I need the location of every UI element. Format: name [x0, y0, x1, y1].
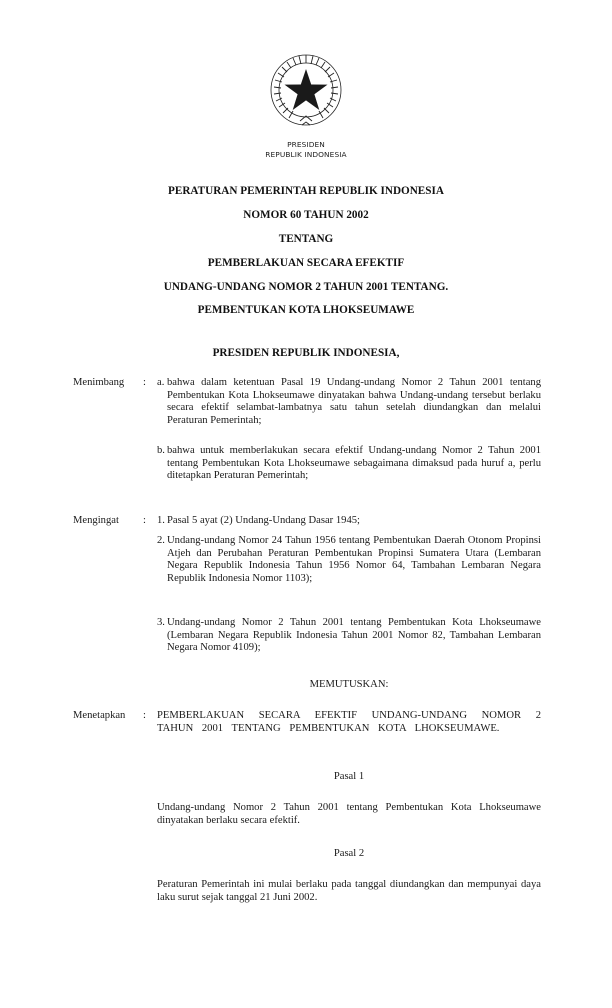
title-tentang: TENTANG [278, 233, 334, 245]
pasal-2-heading: Pasal 2 [333, 848, 365, 859]
menimbang-item-a [157, 377, 541, 427]
item-text: Pasal 5 ayat (2) Undang-Undang Dasar 1945; [167, 515, 360, 526]
item-marker: 1. [157, 515, 165, 526]
memutuskan-heading: MEMUTUSKAN: [309, 679, 389, 690]
item-marker: 2. [157, 535, 165, 546]
menetapkan-label: Menetapkan [73, 710, 126, 721]
mengingat-item-1 [157, 515, 541, 528]
pasal-1-text: Undang-undang Nomor 2 Tahun 2001 tentang Pembentukan Kota Lhokseumawe dinyatakan berlaku secara efektif. [157, 802, 541, 826]
mengingat-colon: : [143, 515, 146, 526]
title-regulation-type: PERATURAN PEMERINTAH REPUBLIK INDONESIA [168, 185, 444, 197]
menimbang-item-b [157, 445, 541, 483]
item-text: bahwa dalam ketentuan Pasal 19 Undang-undang Nomor 2 Tahun 2001 tentang Pembentukan Kota Lhokseumawe dinyatakan bahwa Undang-undang tersebut berlaku secara efektif selambat-lambatnya satu tahun setelah diundangkan dan melalui Peraturan Pemerintah; [167, 377, 541, 426]
menimbang-colon: : [143, 377, 146, 388]
title-subject-3: PEMBENTUKAN KOTA LHOKSEUMAWE [197, 304, 415, 316]
item-marker: 3. [157, 617, 165, 628]
presidential-emblem-icon [266, 50, 346, 138]
issuer-heading: PRESIDEN REPUBLIK INDONESIA, [212, 347, 400, 359]
mengingat-item-2 [157, 535, 541, 585]
pasal-1-heading: Pasal 1 [333, 771, 365, 782]
item-text: Undang-undang Nomor 24 Tahun 1956 tentang Pembentukan Daerah Otonom Propinsi Atjeh dan Perubahan Peraturan Pembentukan Propinsi Sumatera Utara (Lembaran Negara Republik Indonesia Tahun 1956 Nomor 64, Tambahan Lembaran Negara Republik Indonesia Nomor 1103); [167, 535, 541, 584]
mengingat-label: Mengingat [73, 515, 119, 526]
menetapkan-text: PEMBERLAKUAN SECARA EFEKTIF UNDANG-UNDANG NOMOR 2 TAHUN 2001 TENTANG PEMBENTUKAN KOTA LHOKSEUMAWE. [157, 710, 541, 734]
pasal-2-text: Peraturan Pemerintah ini mulai berlaku pada tanggal diundangkan dan mempunyai daya laku surut sejak tanggal 21 Juni 2002. [157, 879, 541, 903]
title-subject-2: UNDANG-UNDANG NOMOR 2 TAHUN 2001 TENTANG. [163, 281, 449, 293]
menimbang-label: Menimbang [73, 377, 125, 388]
item-text: Undang-undang Nomor 2 Tahun 2001 tentang Pembentukan Kota Lhokseumawe (Lembaran Negara Republik Indonesia Tahun 2001 Nomor 82, Tambahan Lembaran Negara Nomor 4109); [167, 617, 541, 653]
emblem-caption-president: PRESIDEN [287, 140, 325, 149]
item-text: bahwa untuk memberlakukan secara efektif Undang-undang Nomor 2 Tahun 2001 tentang Pembentukan Kota Lhokseumawe sebagaimana dimaksud pada huruf a, perlu ditetapkan Peraturan Pemerintah; [167, 445, 541, 481]
title-subject-1: PEMBERLAKUAN SECARA EFEKTIF [207, 257, 405, 269]
item-marker: a. [157, 377, 165, 388]
emblem-caption-republic: REPUBLIK INDONESIA [265, 150, 347, 159]
menetapkan-colon: : [143, 710, 146, 721]
title-number: NOMOR 60 TAHUN 2002 [243, 209, 369, 221]
mengingat-item-3 [157, 617, 541, 655]
item-marker: b. [157, 445, 165, 456]
